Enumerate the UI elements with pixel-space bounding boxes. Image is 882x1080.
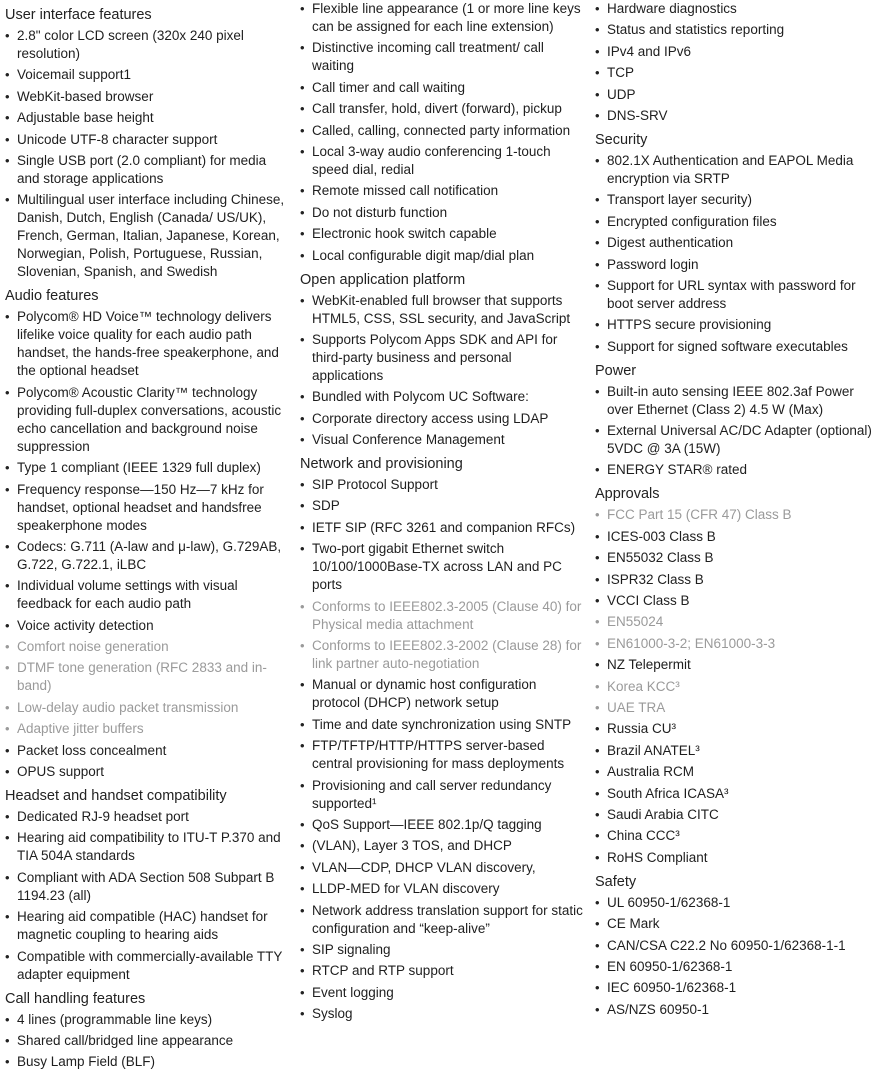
- feature-item: • Two-port gigabit Ethernet switch 10/100/1000Base-TX across LAN and PC ports: [300, 540, 585, 594]
- section-heading: Network and provisioning: [300, 456, 463, 473]
- feature-item: • (VLAN), Layer 3 TOS, and DHCP: [300, 837, 585, 855]
- feature-item: • Single USB port (2.0 compliant) for media and storage applications: [5, 152, 290, 188]
- feature-item: • Russia CU³: [595, 720, 880, 738]
- section-heading: User interface features: [5, 7, 152, 23]
- feature-item: • IETF SIP (RFC 3261 and companion RFCs): [300, 519, 585, 537]
- feature-item: • HTTPS secure provisioning: [595, 316, 880, 334]
- feature-item: • Status and statistics reporting: [595, 21, 880, 39]
- feature-list: [300, 292, 585, 450]
- feature-item: • Multilingual user interface including Chinese, Danish, Dutch, English (Canada/ US/UK), French, German, Italian, Japanese, Korean, Norwegian, Polish, Portuguese, Russian, Slovenian, Spanish, and Swedish: [5, 191, 290, 281]
- section-safety: [595, 873, 880, 1019]
- feature-item: • Distinctive incoming call treatment/ call waiting: [300, 39, 585, 75]
- feature-item: • Australia RCM: [595, 763, 880, 781]
- feature-item: • Codecs: G.711 (A-law and μ-law), G.729AB, G.722, G.722.1, iLBC: [5, 538, 290, 574]
- section-network-and-provisioning: [300, 455, 585, 1023]
- feature-item: • Visual Conference Management: [300, 431, 585, 449]
- section-heading: Power: [595, 362, 637, 379]
- feature-item: • NZ Telepermit: [595, 656, 880, 674]
- feature-item: • Adaptive jitter buffers: [5, 720, 290, 738]
- column-3: [595, 0, 880, 1022]
- feature-item: • Electronic hook switch capable: [300, 225, 585, 243]
- section-headset-and-handset-compatibility: [5, 787, 290, 984]
- feature-item: • Busy Lamp Field (BLF): [5, 1053, 290, 1071]
- feature-item: • EN61000-3-2; EN61000-3-3: [595, 635, 880, 653]
- feature-item: • EN 60950-1/62368-1: [595, 958, 880, 976]
- feature-item: • DTMF tone generation (RFC 2833 and in-band): [5, 659, 290, 695]
- feature-item: • Password login: [595, 256, 880, 274]
- feature-item: • SIP signaling: [300, 941, 585, 959]
- feature-item: • Syslog: [300, 1005, 585, 1023]
- feature-item: • Frequency response—150 Hz—7 kHz for handset, optional headset and handsfree speakerphone modes: [5, 481, 290, 535]
- feature-item: • Korea KCC³: [595, 678, 880, 696]
- feature-item: • Adjustable base height: [5, 109, 290, 127]
- feature-item: • QoS Support—IEEE 802.1p/Q tagging: [300, 816, 585, 834]
- feature-item: • VLAN—CDP, DHCP VLAN discovery,: [300, 859, 585, 877]
- feature-list: [300, 0, 585, 265]
- feature-item: • Time and date synchronization using SNTP: [300, 716, 585, 734]
- feature-item: • CAN/CSA C22.2 No 60950-1/62368-1-1: [595, 937, 880, 955]
- section-call-handling-features: [5, 990, 290, 1072]
- section-heading: Headset and handset compatibility: [5, 788, 227, 805]
- feature-list: [595, 894, 880, 1019]
- column-1: [5, 0, 290, 1075]
- feature-item: • Support for URL syntax with password for boot server address: [595, 277, 880, 313]
- feature-item: • IEC 60950-1/62368-1: [595, 979, 880, 997]
- feature-item: • WebKit-enabled full browser that supports HTML5, CSS, SSL security, and JavaScript: [300, 292, 585, 328]
- feature-item: • Hearing aid compatible (HAC) handset for magnetic coupling to hearing aids: [5, 908, 290, 944]
- feature-item: • CE Mark: [595, 915, 880, 933]
- feature-item: • Polycom® Acoustic Clarity™ technology providing full-duplex conversations, acoustic echo cancellation and background noise suppression: [5, 384, 290, 456]
- feature-item: • ISPR32 Class B: [595, 571, 880, 589]
- feature-item: • Network address translation support for static configuration and “keep-alive”: [300, 902, 585, 938]
- feature-list: [5, 1011, 290, 1072]
- feature-item: • SIP Protocol Support: [300, 476, 585, 494]
- section-continued: [595, 0, 880, 125]
- feature-item: • Support for signed software executables: [595, 338, 880, 356]
- feature-list: [595, 152, 880, 356]
- column-2: [300, 0, 585, 1027]
- feature-item: • EN55024: [595, 613, 880, 631]
- feature-list: [595, 383, 880, 480]
- feature-item: • Voicemail support1: [5, 66, 290, 84]
- feature-item: • Digest authentication: [595, 234, 880, 252]
- feature-item: • UDP: [595, 86, 880, 104]
- section-heading: Security: [595, 131, 648, 148]
- feature-item: • IPv4 and IPv6: [595, 43, 880, 61]
- feature-item: • ENERGY STAR® rated: [595, 461, 880, 479]
- section-security: [595, 131, 880, 356]
- feature-item: • EN55032 Class B: [595, 549, 880, 567]
- feature-item: • Hearing aid compatibility to ITU-T P.370 and TIA 504A standards: [5, 829, 290, 865]
- section-user-interface-features: [5, 6, 290, 281]
- section-heading: Audio features: [5, 288, 99, 305]
- feature-list: [5, 308, 290, 781]
- feature-item: • Hardware diagnostics: [595, 0, 880, 18]
- feature-list: [5, 808, 290, 984]
- feature-item: • Do not disturb function: [300, 204, 585, 222]
- feature-item: • SDP: [300, 497, 585, 515]
- feature-item: • Compatible with commercially-available TTY adapter equipment: [5, 948, 290, 984]
- feature-item: • Voice activity detection: [5, 617, 290, 635]
- feature-item: • UAE TRA: [595, 699, 880, 717]
- feature-item: • DNS-SRV: [595, 107, 880, 125]
- feature-item: • FCC Part 15 (CFR 47) Class B: [595, 506, 880, 524]
- feature-item: • WebKit-based browser: [5, 88, 290, 106]
- feature-item: • Remote missed call notification: [300, 182, 585, 200]
- feature-item: • RTCP and RTP support: [300, 962, 585, 980]
- feature-item: • Packet loss concealment: [5, 742, 290, 760]
- feature-item: • 2.8" color LCD screen (320x 240 pixel resolution): [5, 27, 290, 63]
- feature-item: • Saudi Arabia CITC: [595, 806, 880, 824]
- feature-item: • AS/NZS 60950-1: [595, 1001, 880, 1019]
- feature-item: • Local 3-way audio conferencing 1-touch speed dial, redial: [300, 143, 585, 179]
- feature-item: • Comfort noise generation: [5, 638, 290, 656]
- feature-item: • Brazil ANATEL³: [595, 742, 880, 760]
- section-approvals: [595, 485, 880, 866]
- feature-item: • 4 lines (programmable line keys): [5, 1011, 290, 1029]
- feature-item: • Conforms to IEEE802.3-2002 (Clause 28) for link partner auto-negotiation: [300, 637, 585, 673]
- feature-item: • Flexible line appearance (1 or more line keys can be assigned for each line extension): [300, 0, 585, 36]
- feature-list: [595, 506, 880, 866]
- feature-item: • LLDP-MED for VLAN discovery: [300, 880, 585, 898]
- feature-item: • Unicode UTF-8 character support: [5, 131, 290, 149]
- feature-item: • Polycom® HD Voice™ technology delivers lifelike voice quality for each audio path handset, the hands-free speakerphone, and the optional headset: [5, 308, 290, 380]
- feature-item: • Provisioning and call server redundancy supported¹: [300, 777, 585, 813]
- feature-item: • UL 60950-1/62368-1: [595, 894, 880, 912]
- section-heading: Open application platform: [300, 271, 466, 288]
- feature-item: • 802.1X Authentication and EAPOL Media encryption via SRTP: [595, 152, 880, 188]
- feature-item: • Transport layer security): [595, 191, 880, 209]
- feature-item: • OPUS support: [5, 763, 290, 781]
- feature-list: [300, 476, 585, 1023]
- feature-item: • Type 1 compliant (IEEE 1329 full duplex): [5, 459, 290, 477]
- section-heading: Approvals: [595, 486, 660, 503]
- feature-item: • Compliant with ADA Section 508 Subpart B 1194.23 (all): [5, 869, 290, 905]
- feature-item: • Low-delay audio packet transmission: [5, 699, 290, 717]
- feature-item: • ICES-003 Class B: [595, 528, 880, 546]
- feature-item: • VCCI Class B: [595, 592, 880, 610]
- section-heading: Safety: [595, 873, 637, 890]
- feature-item: • Called, calling, connected party information: [300, 122, 585, 140]
- feature-item: • Local configurable digit map/dial plan: [300, 247, 585, 265]
- feature-item: • Manual or dynamic host configuration protocol (DHCP) network setup: [300, 676, 585, 712]
- feature-item: • Built-in auto sensing IEEE 802.3af Power over Ethernet (Class 2) 4.5 W (Max): [595, 383, 880, 419]
- feature-item: • Shared call/bridged line appearance: [5, 1032, 290, 1050]
- section-open-application-platform: [300, 271, 585, 450]
- feature-item: • Encrypted configuration files: [595, 213, 880, 231]
- section-heading: Call handling features: [5, 990, 146, 1007]
- feature-item: • Supports Polycom Apps SDK and API for third-party business and personal applications: [300, 331, 585, 385]
- feature-item: • China CCC³: [595, 827, 880, 845]
- section-continued: [300, 0, 585, 265]
- feature-item: • Conforms to IEEE802.3-2005 (Clause 40) for Physical media attachment: [300, 598, 585, 634]
- feature-list: [595, 0, 880, 125]
- feature-item: • South Africa ICASA³: [595, 785, 880, 803]
- feature-item: • Bundled with Polycom UC Software:: [300, 388, 585, 406]
- feature-item: • External Universal AC/DC Adapter (optional) 5VDC @ 3A (15W): [595, 422, 880, 458]
- feature-item: • FTP/TFTP/HTTP/HTTPS server-based central provisioning for mass deployments: [300, 737, 585, 773]
- feature-item: • Call transfer, hold, divert (forward), pickup: [300, 100, 585, 118]
- feature-list: [5, 27, 290, 281]
- feature-item: • Call timer and call waiting: [300, 79, 585, 97]
- section-power: [595, 362, 880, 480]
- feature-item: • RoHS Compliant: [595, 849, 880, 867]
- feature-item: • Dedicated RJ-9 headset port: [5, 808, 290, 826]
- feature-item: • Corporate directory access using LDAP: [300, 410, 585, 428]
- section-audio-features: [5, 287, 290, 781]
- feature-item: • Event logging: [300, 984, 585, 1002]
- feature-item: • TCP: [595, 64, 880, 82]
- feature-item: • Individual volume settings with visual feedback for each audio path: [5, 577, 290, 613]
